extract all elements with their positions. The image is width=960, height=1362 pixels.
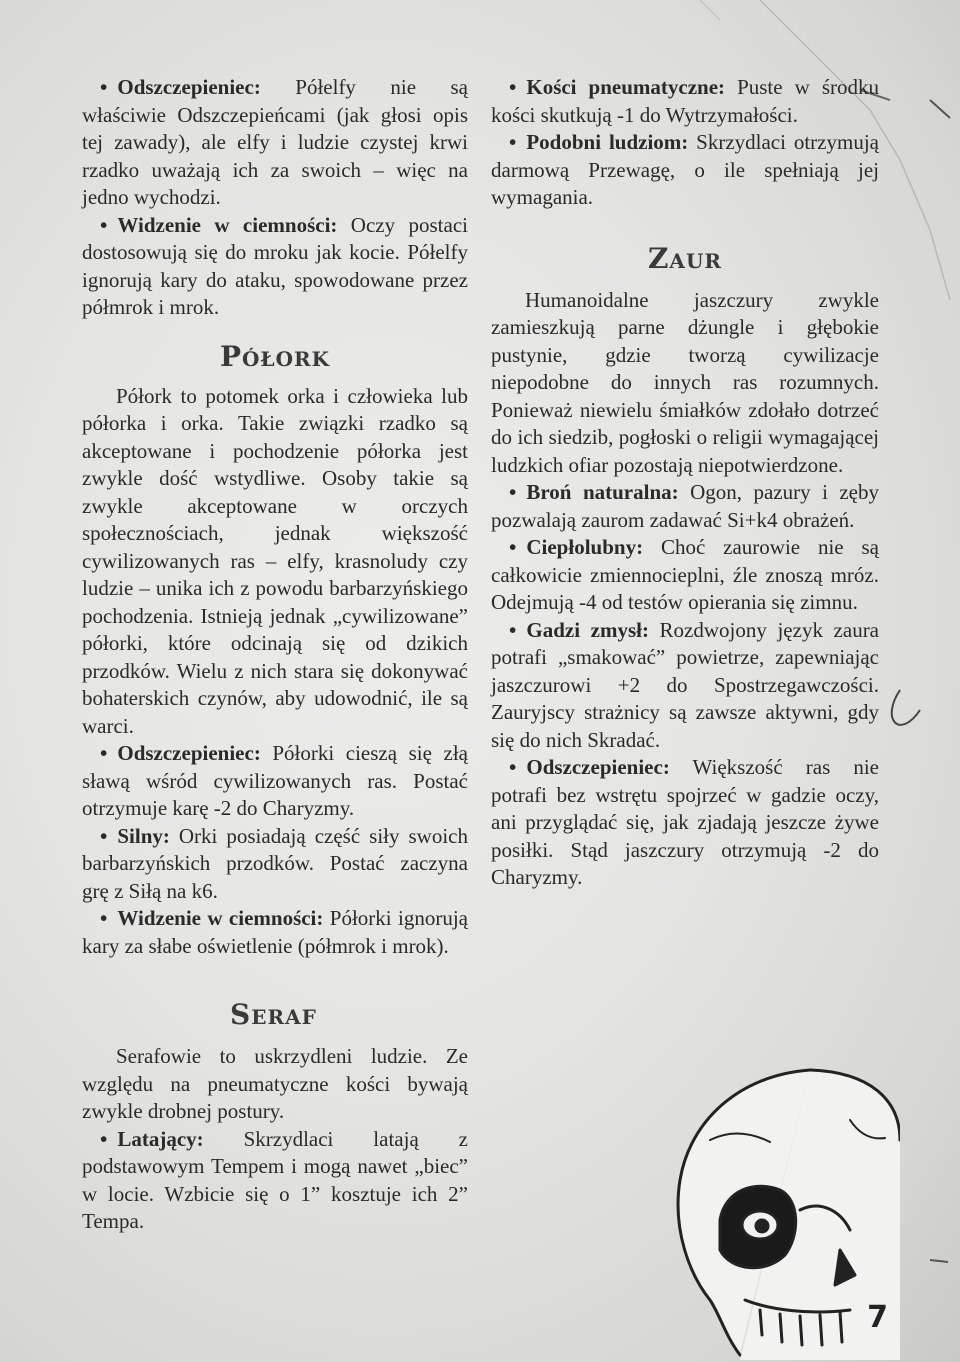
- list-item: • Latający: Skrzydlaci latają z podstawowym Tempem i mogą nawet „biec” w locie. Wzbicie się o 1” kosztuje ich 2” Tempa.: [82, 1126, 468, 1233]
- bullet-icon: •: [100, 906, 108, 930]
- list-item: • Kości pneumatyczne: Puste w środku kości skutkują -1 do Wytrzymałości.: [491, 75, 879, 127]
- right-column: [491, 74, 879, 892]
- bullet-icon: •: [100, 823, 108, 848]
- bullet-icon: •: [100, 212, 108, 237]
- bullet-icon: •: [100, 1126, 108, 1151]
- list-item: • Odszczepieniec: Większość ras nie potrafi bez wstrętu spojrzeć w gadzie oczy, ani przyglądać się, jak zjadają jeszcze żywe posiłki. Stąd jaszczury otrzymują -2 do Charyzmy.: [491, 755, 879, 889]
- paragraph-polork: Półork to potomek orka i człowieka lub półorka i orka. Takie związki rzadko są akceptowane i pochodzenie półorka jest zwykle dość wstydliwe. Osoby takie są zwykle akceptowane w orczych społecznościach, jednak większość cywilizowanych ras – elfy, krasnoludy czy ludzie – unika ich z powodu barbarzyńskiego pochodzenia. Istnieją jednak „cywilizowane” półorki, które odcinają się od dzikich przodków. Wielu z nich stara się dokonywać bohaterskich czynów, aby udowodnić, ile są warci.: [82, 383, 468, 738]
- skull-icon: [650, 1060, 900, 1360]
- list-item: • Widzenie w ciemności: Oczy postaci dostosowują się do mroku jak kocie. Półelfy ignorują kary do ataku, spowodowane przez półmrok i mrok.: [82, 212, 468, 319]
- list-item: • Broń naturalna: Ogon, pazury i zęby pozwalają zaurom zadawać Si+k4 obrażeń.: [491, 480, 880, 532]
- bullet-icon: •: [100, 75, 108, 99]
- paragraph-seraf: Serafowie to uskrzydleni ludzie. Ze względu na pneumatyczne kości bywają zwykle drobnej postury.: [82, 1044, 468, 1123]
- list-item: • Odszczepieniec: Półorki cieszą się złą sławą wśród cywilizowanych ras. Postać otrzymuje karę -2 do Charyzmy.: [82, 741, 468, 820]
- list-item: • Odszczepieniec: Półelfy nie są właściwie Odszczepieńcami (jak głosi opis tej zawady), ale elfy i ludzie czystej krwi rzadko uważają ich za swoich – więc na jedno wychodzi.: [82, 75, 468, 209]
- list-item: • Silny: Orki posiadają część siły swoich barbarzyńskich przodków. Postać zaczyna grę z Siłą na k6.: [82, 823, 468, 903]
- list-item: • Ciepłolubny: Choć zaurowie nie są całkowicie zmiennocieplni, źle znoszą mróz. Odejmują -4 od testów opierania się zimnu.: [491, 535, 879, 614]
- bullet-icon: •: [509, 75, 517, 99]
- bullet-icon: •: [509, 130, 517, 154]
- bullet-icon: •: [509, 617, 517, 642]
- paragraph-zaur: Humanoidalne jaszczury zwykle zamieszkują parne dżungle i głębokie pustynie, gdzie tworzą cywilizacje niepodobne do innych ras rozumnych. Ponieważ niewielu śmiałków zdołało dotrzeć do ich siedzib, pogłoski o religii wymagającej ludzkich ofiar pozostają niepotwierdzone.: [491, 287, 879, 477]
- page-number: 7: [867, 1300, 888, 1335]
- section-heading-seraf: Seraf: [230, 998, 317, 1031]
- left-column: [82, 74, 468, 1236]
- section-heading-polork: Półork: [219, 339, 331, 373]
- list-item: • Widzenie w ciemności: Półorki ignorują kary za słabe oświetlenie (półmrok i mrok).: [82, 906, 468, 958]
- bullet-icon: •: [509, 755, 517, 779]
- section-heading-zaur: Zaur: [647, 241, 723, 275]
- bullet-icon: •: [509, 480, 517, 504]
- list-item: • Podobni ludziom: Skrzydlaci otrzymują darmową Przewagę, o ile spełniają jej wymagania.: [491, 130, 879, 209]
- list-item: • Gadzi zmysł: Rozdwojony język zaura potrafi „smakować” powietrze, zapewniając jaszczurowi +2 do Spostrzegawczości. Zauryjscy strażnicy są zawsze aktywni, gdy się do nich Skradać.: [491, 617, 880, 752]
- bullet-icon: •: [509, 535, 517, 559]
- bullet-icon: •: [100, 741, 108, 765]
